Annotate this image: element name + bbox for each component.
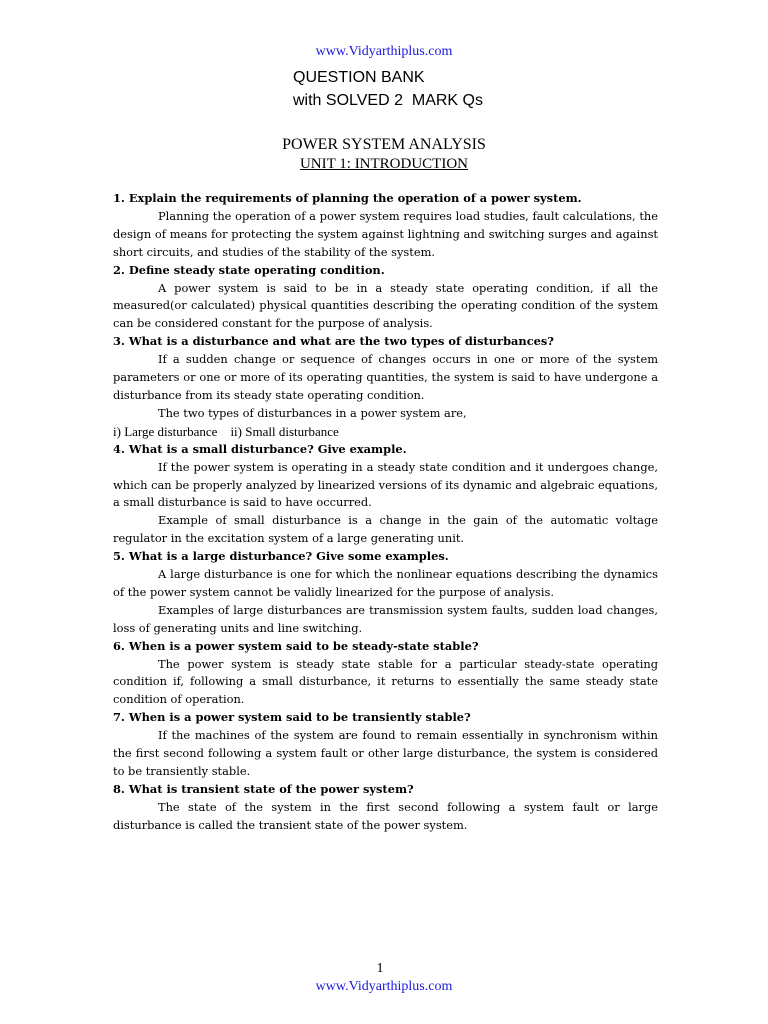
question-4: 4. What is a small disturbance? Give example. <box>113 441 407 456</box>
answer-3-para-2: The two types of disturbances in a power system are, <box>158 405 467 420</box>
question-3: 3. What is a disturbance and what are the two types of disturbances? <box>113 334 554 349</box>
answer-1-para-1: Planning the operation of a power system requires load studies, fault calculations, the design of means for protecting the system against lightning and switching surges and against short circuits, and studies of the stability of the system. <box>113 208 658 259</box>
title-solved-marks: with SOLVED 2 MARK Qs <box>293 92 483 109</box>
title-question-bank: QUESTION BANK <box>293 69 425 86</box>
question-list <box>113 190 658 835</box>
question-7: 7. When is a power system said to be transiently stable? <box>113 710 471 725</box>
answer-3-list: i) Large disturbance ii) Small disturbance <box>113 423 339 439</box>
answer-4-para-2: Example of small disturbance is a change in the gain of the automatic voltage regulator in the excitation system of a large generating unit. <box>113 513 658 546</box>
unit-title: UNIT 1: INTRODUCTION <box>299 156 469 172</box>
question-6: 6. When is a power system said to be steady-state stable? <box>113 638 479 653</box>
page-number: 1 <box>376 961 384 976</box>
question-5: 5. What is a large disturbance? Give some examples. <box>113 549 449 564</box>
answer-4-para-1: If the power system is operating in a steady state condition and it undergoes change, which can be properly analyzed by linearized versions of its dynamic and algebraic equations, a small disturbance is said to have occurred. <box>113 459 658 510</box>
answer-5-para-2: Examples of large disturbances are transmission system faults, sudden load changes, loss of generating units and line switching. <box>113 602 658 635</box>
question-2: 2. Define steady state operating condition. <box>113 262 385 277</box>
footer-site-link[interactable]: www.Vidyarthiplus.com <box>315 979 453 994</box>
answer-2-para-1: A power system is said to be in a steady state operating condition, if all the measured(or calculated) physical quantities describing the operating condition of the system can be considered constant for the purpose of analysis. <box>113 280 658 331</box>
header-site-link[interactable]: www.Vidyarthiplus.com <box>315 44 453 59</box>
answer-5-para-1: A large disturbance is one for which the nonlinear equations describing the dynamics of the power system cannot be validly linearized for the purpose of analysis. <box>113 567 658 599</box>
question-1: 1. Explain the requirements of planning the operation of a power system. <box>113 191 582 205</box>
answer-3-para-1: If a sudden change or sequence of changes occurs in one or more of the system parameters or one or more of its operating quantities, the system is said to have undergone a disturbance from its steady state operating condition. <box>113 352 658 402</box>
answer-8-para-1: The state of the system in the first second following a system fault or large disturbance is called the transient state of the power system. <box>113 799 658 832</box>
answer-7-para-1: If the machines of the system are found to remain essentially in synchronism within the first second following a system fault or other large disturbance, the system is considered to be transiently stable. <box>113 728 658 778</box>
subject-title: POWER SYSTEM ANALYSIS <box>282 136 486 153</box>
answer-6-para-1: The power system is steady state stable for a particular steady-state operating condition if, following a small disturbance, it returns to essentially the same steady state condition of operation. <box>113 656 658 707</box>
question-8: 8. What is transient state of the power system? <box>113 781 414 796</box>
